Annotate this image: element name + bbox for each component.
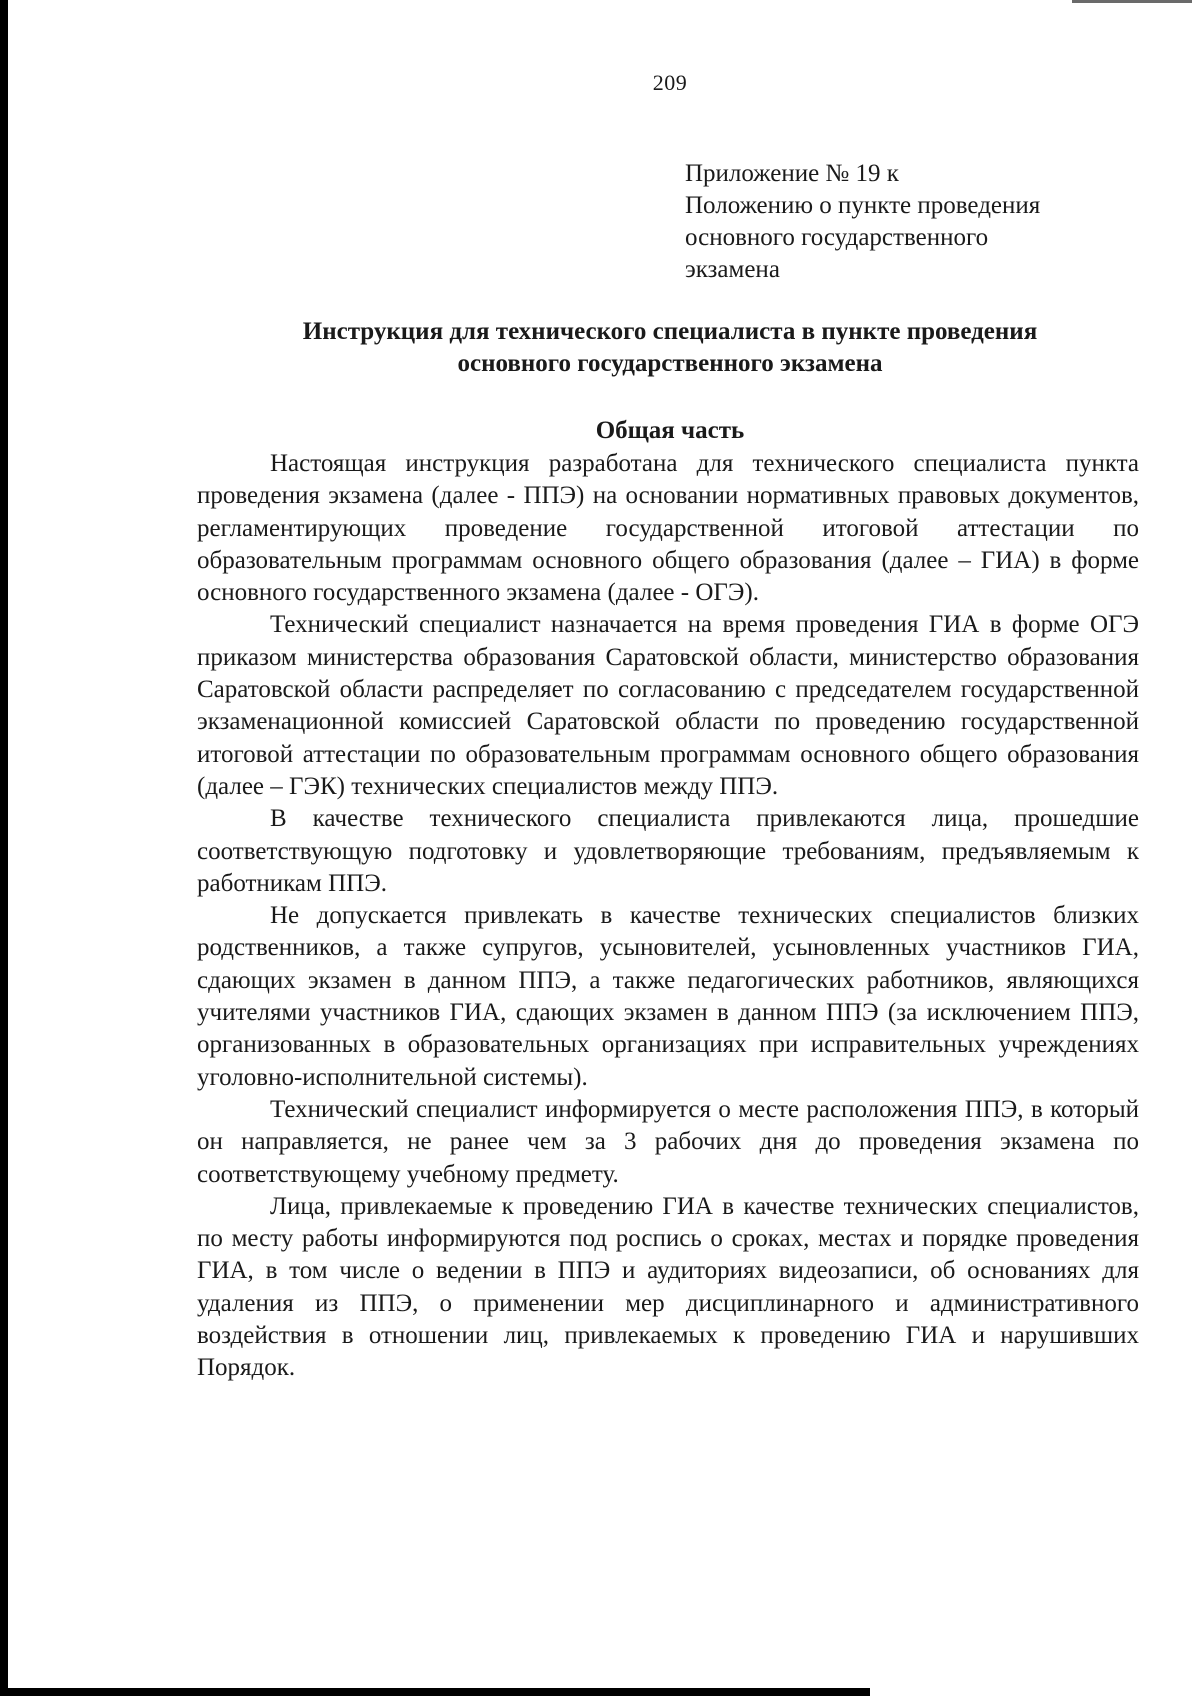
section-heading: Общая часть bbox=[595, 417, 745, 444]
page-number: 209 bbox=[652, 70, 688, 95]
scan-mark-top bbox=[1072, 0, 1192, 3]
appendix-line: экзамена bbox=[685, 256, 780, 283]
document-title bbox=[200, 316, 1140, 380]
document-body bbox=[197, 448, 1139, 1385]
appendix-line: Положению о пункте проведения bbox=[685, 192, 1041, 219]
document-title-line: основного государственного экзамена bbox=[457, 350, 883, 377]
paragraph: В качестве технического специалиста привлекаются лица, прошедшие соответствующую подготовку и удовлетворяющие требованиям, предъявляемым к работникам ППЭ. bbox=[197, 805, 1139, 897]
document-title-line: Инструкция для технического специалиста в пункте проведения bbox=[302, 318, 1038, 345]
paragraph: Не допускается привлекать в качестве технических специалистов близких родственников, а также супругов, усыновителей, усыновленных участников ГИА, сдающих экзамен в данном ППЭ, а также педагогических работников, являющихся учителями участников ГИА, сдающих экзамен в данном ППЭ (за исключением ППЭ, организованных в образовательных организациях при исправительных учреждениях уголовно-исполнительной системы). bbox=[197, 902, 1139, 1091]
paragraph: Настоящая инструкция разработана для технического специалиста пункта проведения экзамена (далее - ППЭ) на основании нормативных правовых документов, регламентирующих проведение государственной итоговой аттестации по образовательным программам основного общего образования (далее – ГИА) в форме основного государственного экзамена (далее - ОГЭ). bbox=[197, 450, 1139, 607]
scan-border-left bbox=[0, 0, 8, 1690]
paragraph: Лица, привлекаемые к проведению ГИА в качестве технических специалистов, по месту работы информируются под роспись о сроках, местах и порядке проведения ГИА, в том числе о ведении в ППЭ и аудиториях видеозаписи, об основаниях для удаления из ППЭ, о применении мер дисциплинарного и административного воздействия в отношении лиц, привлекаемых к проведению ГИА и нарушивших Порядок. bbox=[197, 1192, 1139, 1382]
paragraph: Технический специалист информируется о месте расположения ППЭ, в который он направляется, не ранее чем за 3 рабочих дня до проведения экзамена по соответствующему учебному предмету. bbox=[197, 1095, 1139, 1188]
appendix-line: основного государственного bbox=[685, 224, 989, 251]
paragraph: Технический специалист назначается на время проведения ГИА в форме ОГЭ приказом министерства образования Саратовской области, министерство образования Саратовской области распределяет по согласованию с председателем государственной экзаменационной комиссией Саратовской области по проведению государственной итоговой аттестации по образовательным программам основного общего образования (далее – ГЭК) технических специалистов между ППЭ. bbox=[197, 611, 1139, 800]
appendix-line: Приложение № 19 к bbox=[685, 160, 899, 187]
appendix-reference bbox=[685, 158, 1105, 286]
scan-border-bottom bbox=[0, 1688, 870, 1696]
